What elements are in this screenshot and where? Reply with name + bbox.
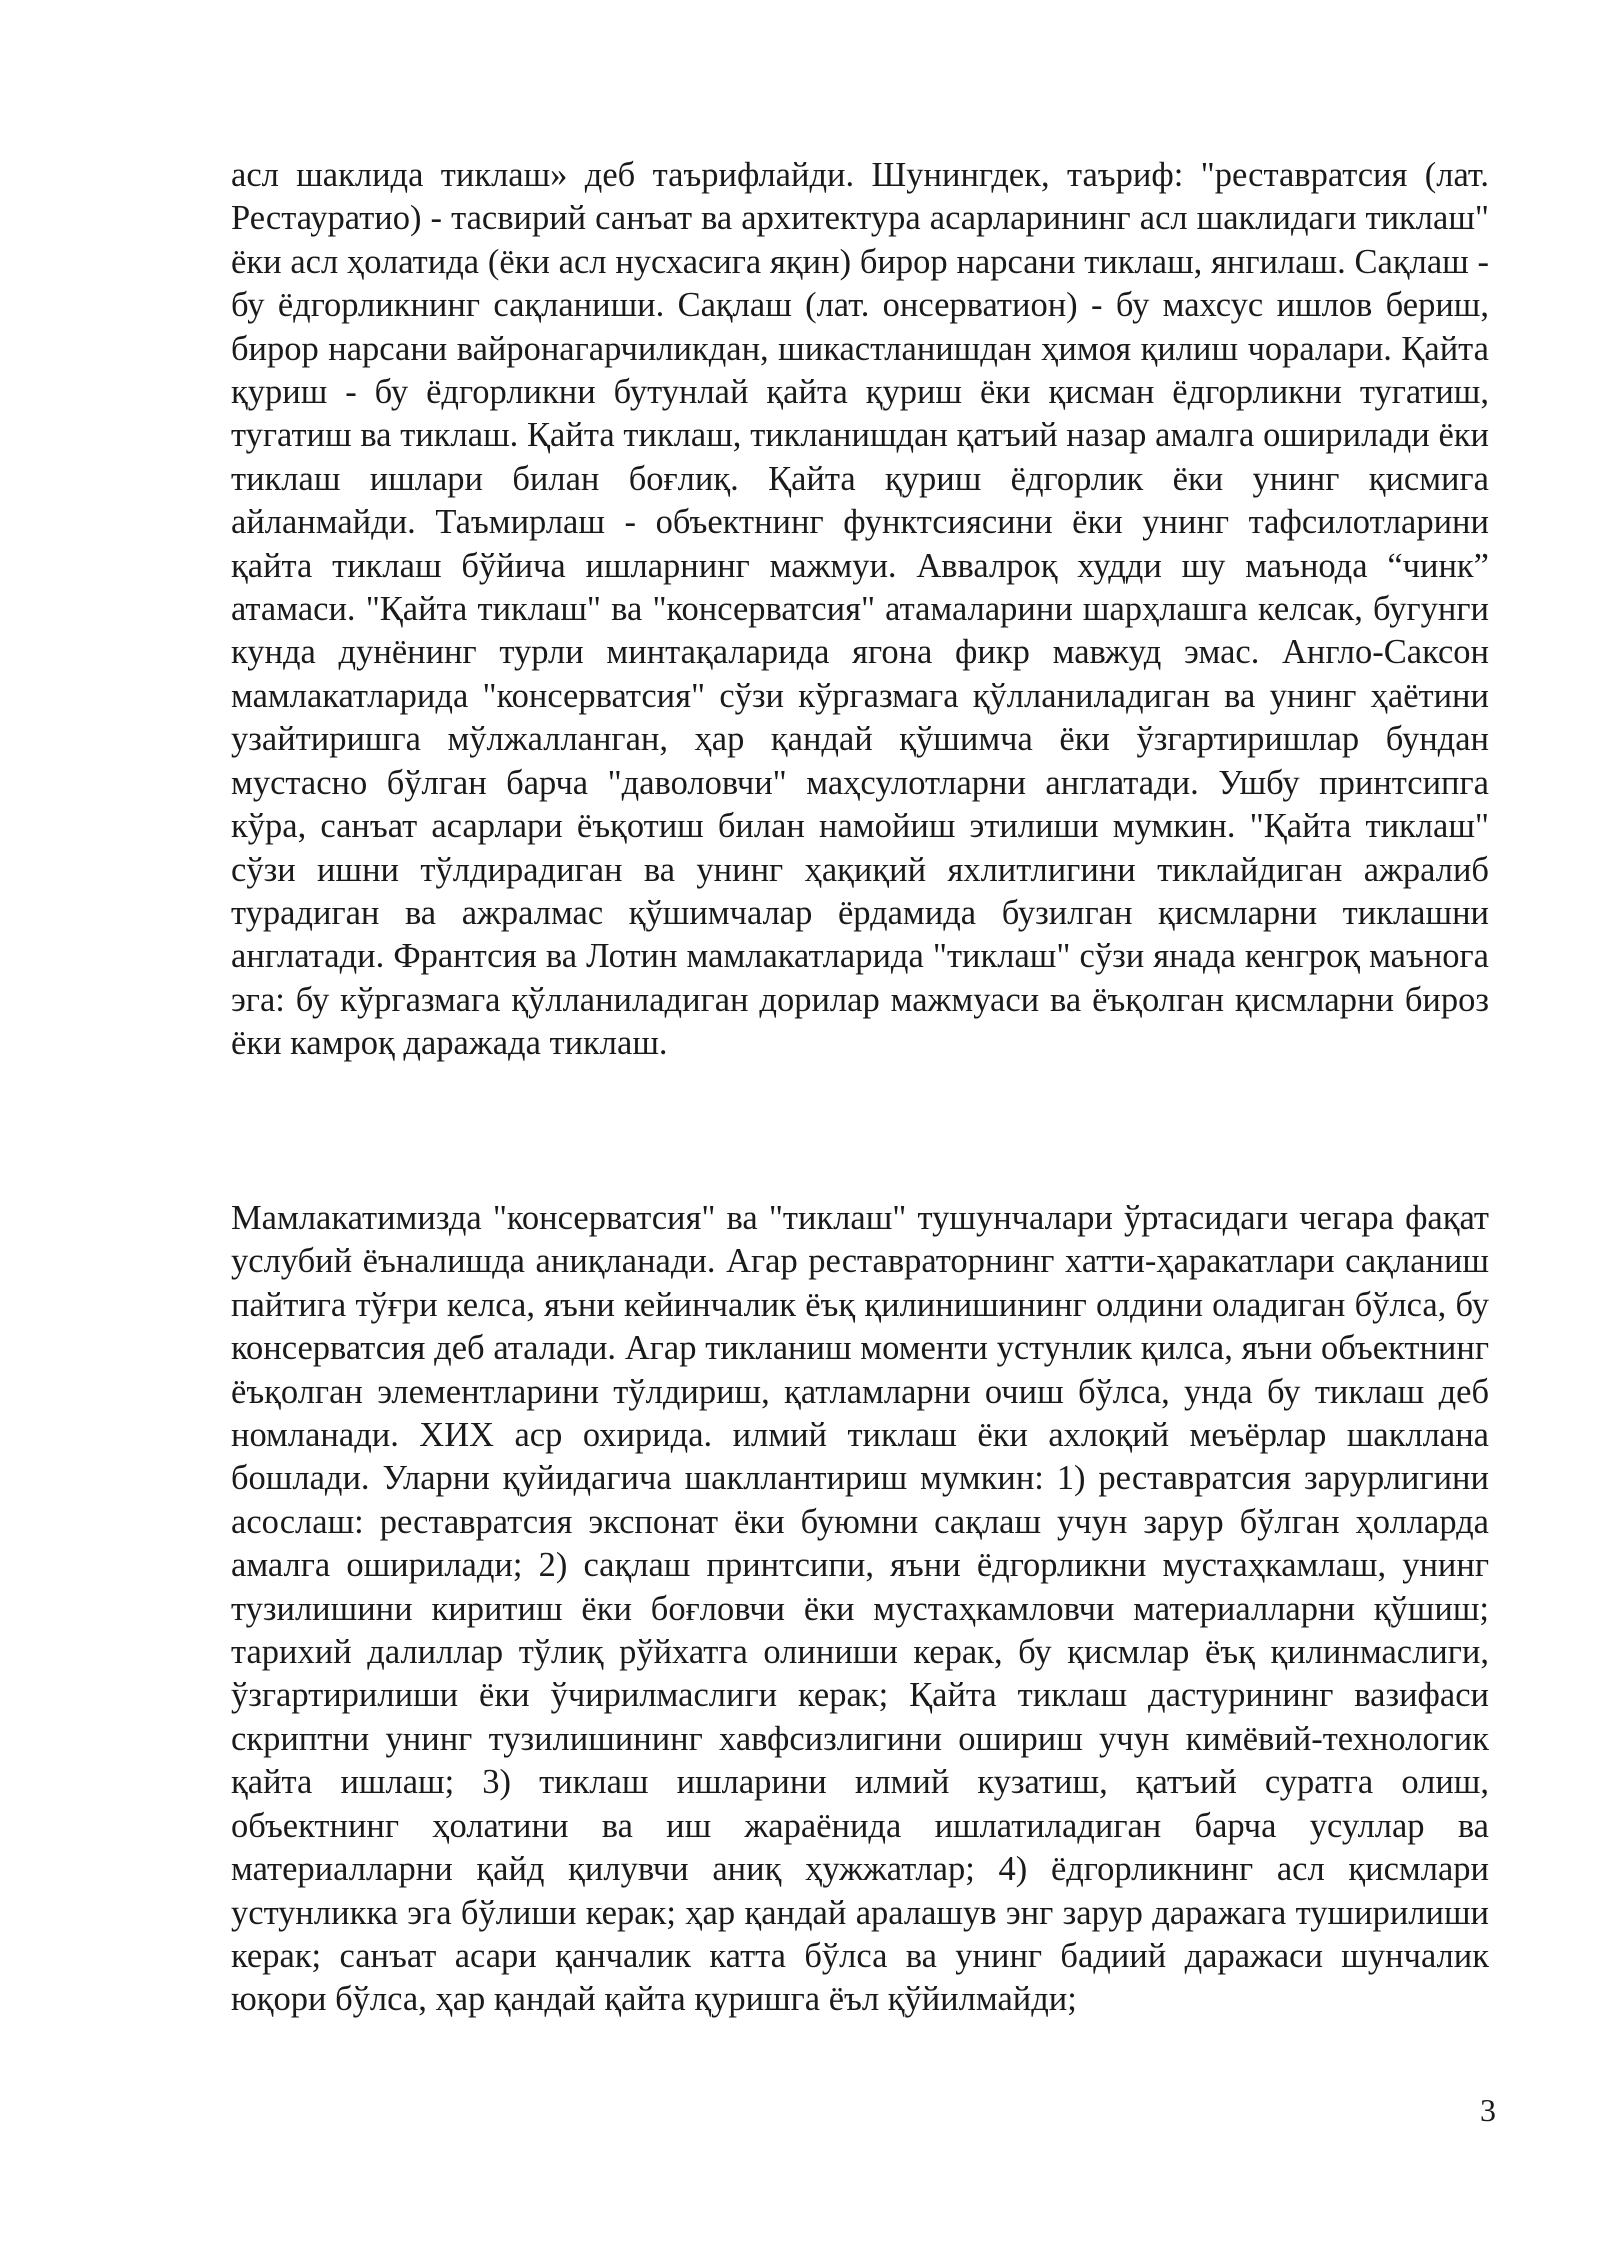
body-text-block [231, 154, 1489, 1066]
page-number: 3 [1480, 2092, 1496, 2128]
paragraph: асл шаклида тиклаш» деб таърифлайди. Шунингдек, таъриф: "реставратсия (лат. Рестауратио) - тасвирий санъат ва архитектура асарларининг асл шаклидаги тиклаш" ёки асл ҳолатида (ёки асл нусхасига яқин) бирор нарсани тиклаш, янгилаш. Сақлаш - бу ёдгорликнинг сақланиши. Сақлаш (лат. онсерватион) - бу махсус ишлов бериш, бирор нарсани вайронагарчиликдан, шикастланишдан ҳимоя қилиш чоралари. Қайта қуриш - бу ёдгорликни бутунлай қайта қуриш ёки қисман ёдгорликни тугатиш, тугатиш ва тиклаш. Қайта тиклаш, тикланишдан қатъий назар амалга оширилади ёки тиклаш ишлари билан боғлиқ. Қайта қуриш ёдгорлик ёки унинг қисмига айланмайди. Таъмирлаш - объектнинг функтсиясини ёки унинг тафсилотларини қайта тиклаш бўйича ишларнинг мажмуи. Аввалроқ худди шу маънода “чинк” атамаси. "Қайта тиклаш" ва "консерватсия" атамаларини шарҳлашга келсак, бугунги кунда дунёнинг турли минтақаларида ягона фикр мавжуд эмас. Англо-Саксон мамлакатларида "консерватсия" сўзи кўргазмага қўлланиладиган ва унинг ҳаётини узайтиришга мўлжалланган, ҳар қандай қўшимча ёки ўзгартиришлар бундан мустасно бўлган барча "даволовчи" маҳсулотларни англатади. Ушбу принтсипга кўра, санъат асарлари ёъқотиш билан намойиш этилиши мумкин. "Қайта тиклаш" сўзи ишни тўлдирадиган ва унинг ҳақиқий яхлитлигини тиклайдиган ажралиб турадиган ва ажралмас қўшимчалар ёрдамида бузилган қисмларни тиклашни англатади. Франтсия ва Лотин мамлакатларида "тиклаш" сўзи янада кенгроқ маънога эга: бу кўргазмага қўлланиладиган дорилар мажмуаси ва ёъқолган қисмларни бироз ёки камроқ даражада тиклаш. [231, 156, 1489, 1063]
body-text-block [231, 1197, 1489, 2022]
paragraph: Мамлакатимизда "консерватсия" ва "тиклаш" тушунчалари ўртасидаги чегара фақат услубий ёъналишда аниқланади. Агар реставраторнинг хатти-ҳаракатлари сақланиш пайтига тўғри келса, яъни кейинчалик ёъқ қилинишининг олдини оладиган бўлса, бу консерватсия деб аталади. Агар тикланиш моменти устунлик қилса, яъни объектнинг ёъқолган элементларини тўлдириш, қатламларни очиш бўлса, унда бу тиклаш деб номланади. XИX аср охирида. илмий тиклаш ёки ахлоқий меъёрлар шакллана бошлади. Уларни қуйидагича шакллантириш мумкин: 1) реставратсия зарурлигини асослаш: реставратсия экспонат ёки буюмни сақлаш учун зарур бўлган ҳолларда амалга оширилади; 2) сақлаш принтсипи, яъни ёдгорликни мустаҳкамлаш, унинг тузилишини киритиш ёки боғловчи ёки мустаҳкамловчи материалларни қўшиш; тарихий далиллар тўлиқ рўйхатга олиниши керак, бу қисмлар ёъқ қилинмаслиги, ўзгартирилиши ёки ўчирилмаслиги керак; Қайта тиклаш дастурининг вазифаси скриптни унинг тузилишининг хавфсизлигини ошириш учун кимёвий-технологик қайта ишлаш; 3) тиклаш ишларини илмий кузатиш, қатъий суратга олиш, объектнинг ҳолатини ва иш жараёнида ишлатиладиган барча усуллар ва материалларни қайд қилувчи аниқ ҳужжатлар; 4) ёдгорликнинг асл қисмлари устунликка эга бўлиши керак; ҳар қандай аралашув энг зарур даражага туширилиши керак; санъат асари қанчалик катта бўлса ва унинг бадиий даражаси шунчалик юқори бўлса, ҳар қандай қайта қуришга ёъл қўйилмайди; [231, 1199, 1489, 2019]
